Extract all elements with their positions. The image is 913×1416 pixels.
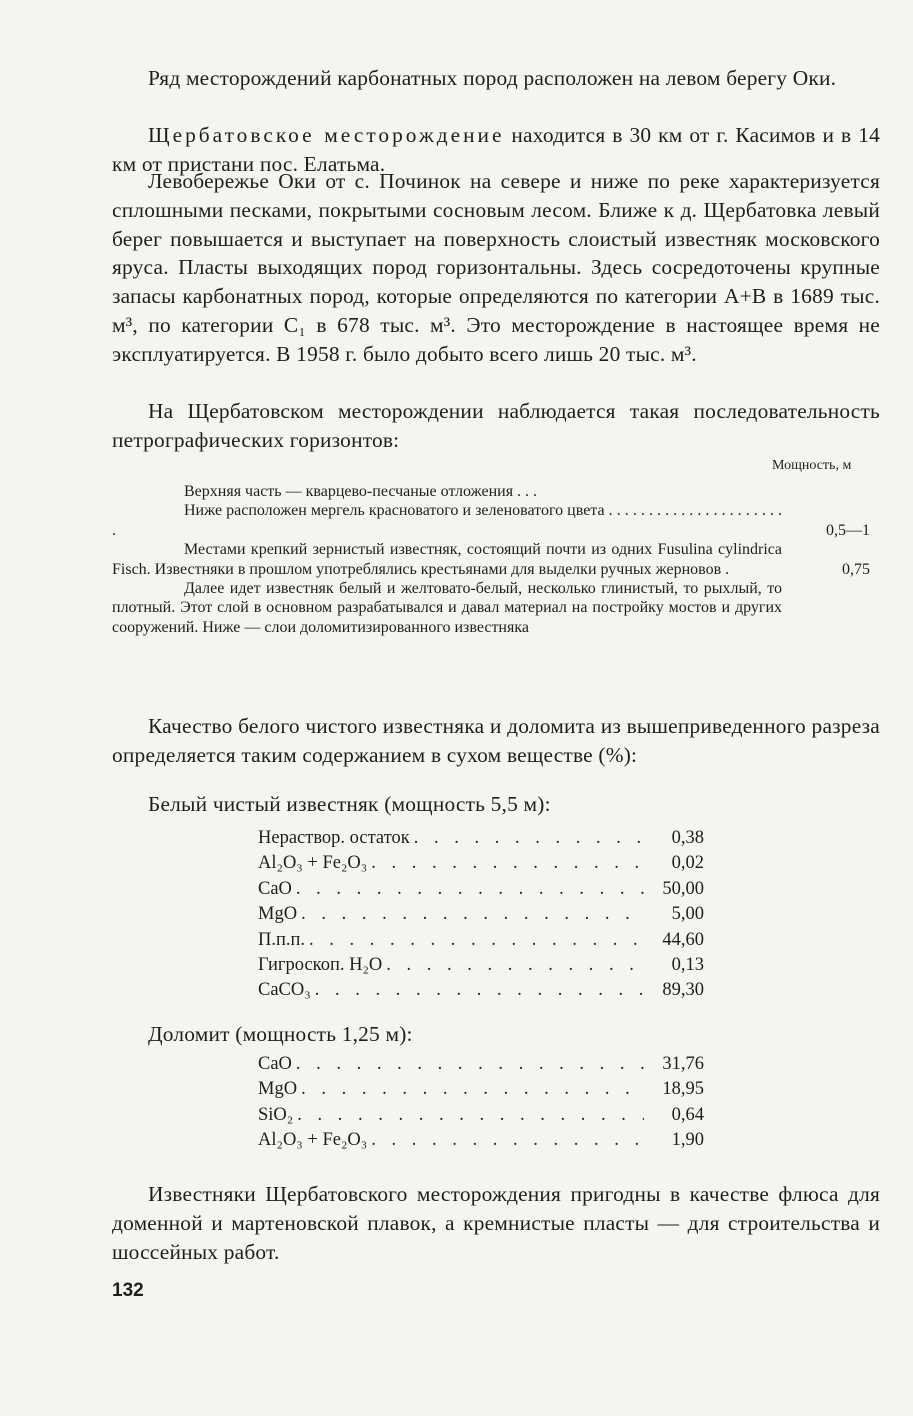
limestone-composition-table — [258, 826, 704, 1004]
component-label: Al₂O₃ + Fe₂O₃ — [258, 1130, 368, 1151]
paragraph-horizons-intro: На Щербатовском месторождении наблюдается такая последовательность петрографических горизонтов: — [112, 399, 880, 452]
dolomite-composition-table — [258, 1052, 704, 1154]
component-value: 50,00 — [662, 878, 704, 899]
composition-row — [258, 978, 704, 1003]
paragraph-conclusion: Известняки Щербатовского месторождения пригодны в качестве флюса для доменной и мартеновской плавок, а кремнистые пласты — для строительства и шоссейных работ. — [112, 1182, 880, 1264]
component-value: 0,64 — [671, 1104, 704, 1125]
stratum-thickness: 0,5—1 — [826, 521, 870, 539]
stratum-item — [112, 501, 880, 540]
component-value: 44,60 — [662, 929, 704, 950]
composition-row — [258, 1128, 704, 1153]
dolomite-caption: Доломит (мощность 1,25 м): — [148, 1022, 413, 1046]
paragraph-quality: Качество белого чистого известняка и доломита из вышеприведенного разреза определяется таким содержанием в сухом веществе (%): — [112, 714, 880, 767]
stratum-description: Верхняя часть — кварцево-песчаные отложения . . . — [184, 483, 538, 500]
stratum-item — [112, 482, 880, 501]
composition-row — [258, 826, 704, 851]
stratum-description: Далее идет известняк белый и желтовато-белый, несколько глинистый, то рыхлый, то плотный. Этот слой в основном разрабатывался и давал материал на постройку мостов и других сооружений. Ниже — слои доломитизированного известняка — [112, 580, 782, 636]
limestone-caption: Белый чистый известняк (мощность 5,5 м): — [148, 792, 551, 816]
component-value: 1,90 — [671, 1130, 704, 1151]
component-label: CaO — [258, 1054, 292, 1074]
component-value: 0,02 — [671, 853, 704, 874]
stratum-description: Ниже расположен мергель красноватого и зеленоватого цвета . . . . . . . . . . . . . . . . . . . . . . . — [112, 502, 782, 539]
stratum-item — [112, 579, 880, 637]
component-value: 5,00 — [671, 904, 704, 925]
composition-row — [258, 1052, 704, 1077]
composition-row — [258, 877, 704, 902]
component-value: 89,30 — [662, 980, 704, 1001]
composition-row — [258, 851, 704, 876]
paragraph-geology: Левобережье Оки от с. Починок на севере и ниже по реке характеризуется сплошными песками, покрытыми сосновым лесом. Ближе к д. Щербатовка левый берег повышается и выступает на поверхность слоистый известняк московского яруса. Пласты выходящих пород горизонтальны. Здесь сосредоточены крупные запасы карбонатных пород, которые определяются по категории А+В в 1689 тыс. м³, по категории C₁ в 678 тыс. м³. Это месторождение в настоящее время не эксплуатируется. В 1958 г. было добыто всего лишь 20 тыс. м³. — [112, 169, 880, 366]
paragraph-intro: Ряд месторождений карбонатных пород расположен на левом берегу Оки. — [148, 66, 837, 90]
component-label: Al₂O₃ + Fe₂O₃ — [258, 853, 368, 874]
composition-row — [258, 1103, 704, 1128]
page-number: 132 — [112, 1280, 144, 1301]
component-value: 0,38 — [671, 828, 704, 848]
component-value: 18,95 — [662, 1079, 704, 1100]
component-label: MgO — [258, 904, 298, 925]
composition-row — [258, 953, 704, 978]
stratum-item — [112, 540, 880, 579]
stratum-description: Местами крепкий зернистый известняк, состоящий почти из одних Fusulina cylindrica Fisch. Известняки в прошлом употреблялись крестьянами для выделки ручных жерновов . — [112, 541, 782, 578]
component-label: SiO₂ — [258, 1104, 294, 1125]
component-label: MgO — [258, 1079, 298, 1100]
component-value: 31,76 — [662, 1054, 704, 1074]
stratum-thickness: 0,75 — [842, 560, 870, 578]
component-label: П.п.п. — [258, 929, 306, 950]
component-value: 0,13 — [671, 955, 704, 976]
component-label: CaCO₃ — [258, 980, 311, 1001]
composition-row — [258, 902, 704, 927]
strata-list — [112, 482, 880, 637]
component-label: CaO — [258, 878, 292, 899]
deposit-location-text: находится в 30 км от г. Касимов и в 14 км от пристани пос. Елатьма. — [112, 123, 880, 176]
component-label: Нераствор. остаток — [258, 828, 410, 848]
composition-row — [258, 1077, 704, 1102]
thickness-column-header: Мощность, м — [772, 458, 852, 473]
composition-row — [258, 928, 704, 953]
component-label: Гигроскоп. H₂O — [258, 955, 383, 976]
deposit-name: Щербатовское месторождение — [148, 123, 505, 147]
